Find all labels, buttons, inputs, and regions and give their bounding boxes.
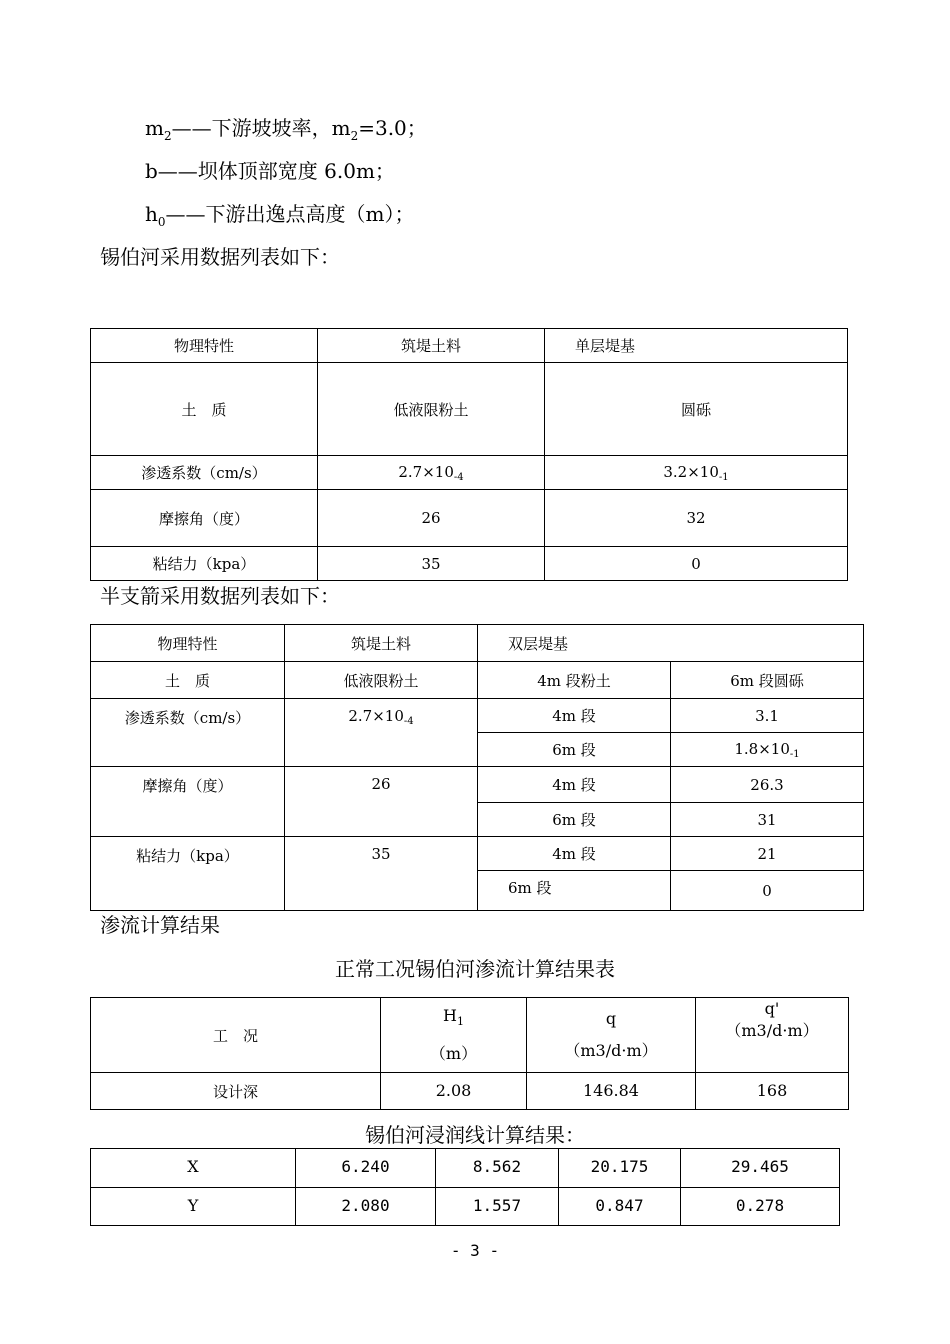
- row-y-label: Y: [91, 1188, 296, 1226]
- row-cohesion-fill: 35: [285, 837, 478, 911]
- seepage-results-heading: 渗流计算结果: [100, 913, 220, 937]
- row-soil-6m: 6m 段圆砾: [671, 662, 864, 699]
- header-double-layer-foundation: 双层堤基: [478, 625, 864, 662]
- row-cohesion-label: 粘结力（kpa）: [91, 547, 318, 581]
- row-cohesion-fill: 35: [318, 547, 545, 581]
- row-friction-label: 摩擦角（度）: [91, 490, 318, 547]
- row-x-label: X: [91, 1149, 296, 1188]
- header-physical-property: 物理特性: [91, 329, 318, 363]
- banzhijian-data-table: [90, 624, 864, 911]
- row-design-depth-q-prime: 168: [696, 1073, 849, 1110]
- row-permeability-seg-6m: 6m 段: [478, 733, 671, 767]
- b-definition: b——坝体顶部宽度 6.0m；: [145, 159, 395, 183]
- header-q-prime: q' （m3/d·m）: [696, 998, 849, 1073]
- row-y-value: 0.847: [559, 1188, 681, 1226]
- row-soil-fill: 低液限粉土: [318, 363, 545, 456]
- row-cohesion-seg-6m: 6m 段: [478, 871, 671, 911]
- row-friction-seg-6m: 6m 段: [478, 803, 671, 837]
- row-design-depth-label: 设计深: [91, 1073, 381, 1110]
- row-x-value: 29.465: [681, 1149, 840, 1188]
- header-physical-property: 物理特性: [91, 625, 285, 662]
- row-design-depth-H1: 2.08: [381, 1073, 527, 1110]
- page-number: - 3 -: [450, 1241, 500, 1260]
- row-cohesion-val-4m: 21: [671, 837, 864, 871]
- xibohe-intro: 锡伯河采用数据列表如下：: [100, 245, 340, 269]
- phreatic-line-table: [90, 1148, 840, 1226]
- row-friction-val-4m: 26.3: [671, 767, 864, 803]
- normal-condition-table-title: 正常工况锡伯河渗流计算结果表: [335, 957, 615, 981]
- row-permeability-fill: $2.7\times 10_{-4}$: [285, 699, 478, 767]
- seepage-results-table: [90, 997, 849, 1110]
- xibohe-data-table: [90, 328, 848, 581]
- header-fill-soil: 筑堤土料: [318, 329, 545, 363]
- row-permeability-label: 渗透系数（cm/s）: [91, 699, 285, 767]
- row-design-depth-q: 146.84: [527, 1073, 696, 1110]
- header-q: q （m3/d·m）: [527, 998, 696, 1073]
- row-x-value: 6.240: [296, 1149, 436, 1188]
- row-y-value: 2.080: [296, 1188, 436, 1226]
- row-cohesion-val-6m: 0: [671, 871, 864, 911]
- m2-definition: $m_2——$下游坡坡率，$m_2=3.0$；: [145, 116, 427, 143]
- row-soil-label: 土 质: [91, 662, 285, 699]
- row-friction-fill: 26: [285, 767, 478, 837]
- row-permeability-fill: $2.7\times 10_{-4}$: [318, 456, 545, 490]
- row-y-value: 0.278: [681, 1188, 840, 1226]
- row-y-value: 1.557: [436, 1188, 559, 1226]
- row-permeability-seg-4m: 4m 段: [478, 699, 671, 733]
- h0-definition: $h_0——$下游出逸点高度（m）；: [145, 202, 415, 229]
- row-friction-seg-4m: 4m 段: [478, 767, 671, 803]
- row-x-value: 20.175: [559, 1149, 681, 1188]
- row-cohesion-foundation: 0: [545, 547, 848, 581]
- row-soil-fill: 低液限粉土: [285, 662, 478, 699]
- row-friction-foundation: 32: [545, 490, 848, 547]
- header-H1: $H_1$ （m）: [381, 998, 527, 1073]
- row-soil-4m: 4m 段粉土: [478, 662, 671, 699]
- row-cohesion-label: 粘结力（kpa）: [91, 837, 285, 911]
- row-soil-label: 土 质: [91, 363, 318, 456]
- row-friction-val-6m: 31: [671, 803, 864, 837]
- header-condition: 工 况: [91, 998, 381, 1073]
- row-cohesion-seg-4m: 4m 段: [478, 837, 671, 871]
- row-permeability-label: 渗透系数（cm/s）: [91, 456, 318, 490]
- row-friction-fill: 26: [318, 490, 545, 547]
- phreatic-line-table-title: 锡伯河浸润线计算结果：: [365, 1123, 585, 1147]
- banzhijian-intro: 半支箭采用数据列表如下：: [100, 584, 340, 608]
- row-permeability-val-6m: $1.8\times 10_{-1}$: [671, 733, 864, 767]
- header-single-layer-foundation: 单层堤基: [545, 329, 848, 363]
- row-permeability-val-4m: 3.1: [671, 699, 864, 733]
- row-permeability-foundation: $3.2\times 10_{-1}$: [545, 456, 848, 490]
- row-x-value: 8.562: [436, 1149, 559, 1188]
- header-fill-soil: 筑堤土料: [285, 625, 478, 662]
- row-soil-foundation: 圆砾: [545, 363, 848, 456]
- row-friction-label: 摩擦角（度）: [91, 767, 285, 837]
